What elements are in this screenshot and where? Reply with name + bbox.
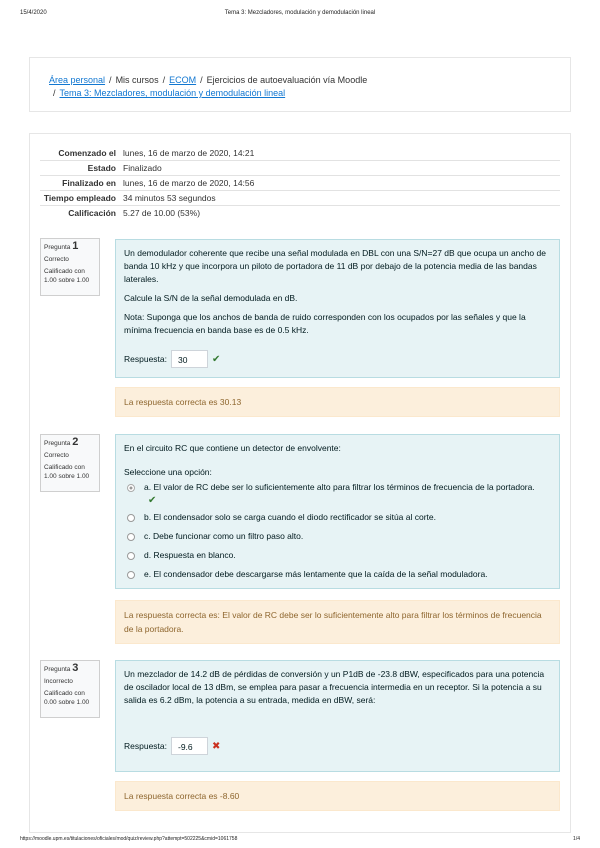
breadcrumb-quiz-link[interactable]: Tema 3: Mezcladores, modulación y demodulación lineal [59,88,286,98]
check-icon: ✔ [148,495,157,506]
breadcrumb-section: Ejercicios de autoevaluación vía Moodle [206,75,368,85]
answer-input[interactable]: -9.6 [171,737,208,755]
answer-label: Respuesta: [124,740,167,751]
radio-button[interactable] [127,552,135,560]
question-state: Incorrecto [44,678,73,685]
answer-option[interactable] [124,549,551,562]
question-state: Correcto [44,256,69,263]
question-grade: Calificado con 1.00 sobre 1.00 [44,464,90,480]
answer-input[interactable]: 30 [171,350,208,368]
question-text: Un demodulador coherente que recibe una señal modulada en DBL con una S/N=27 dB que ocupa un ancho de banda 10 kHz y que incorpora un piloto de portadora de 11 dB por debajo de la potencia media de las bandas laterales. [124,248,546,284]
summary-row [40,205,560,220]
answer-option[interactable] [124,568,551,581]
breadcrumb-separator: / [53,88,56,98]
question-1-info [40,238,100,296]
question-grade: Calificado con 0.00 sobre 1.00 [44,690,90,706]
radio-button[interactable] [127,571,135,579]
answer-option[interactable] [124,481,551,507]
check-icon: ✔ [212,353,221,365]
question-prefix: Pregunta [44,666,71,673]
option-text: b. El condensador solo se carga cuando el diodo rectificador se sitúa al corte. [144,512,437,522]
breadcrumb-course-link[interactable]: ECOM [169,75,197,85]
summary-value: 34 minutos 53 segundos [123,193,216,203]
question-2-content [115,434,560,589]
question-text: Calcule la S/N de la señal demodulada en dB. [124,293,298,303]
option-text: c. Debe funcionar como un filtro paso alto. [144,531,304,541]
breadcrumb-separator: / [162,75,166,85]
breadcrumb-mis-cursos: Mis cursos [115,75,159,85]
question-number: 2 [72,436,79,448]
print-url: https://moodle.upm.es/titulaciones/oficiales/mod/quiz/review.php?attempt=502225&cmid=1061758 [20,836,238,842]
print-title: Tema 3: Mezcladores, modulación y demodulación lineal [224,10,376,16]
answer-option[interactable] [124,530,551,543]
radio-selected[interactable] [127,484,135,492]
summary-label: Tiempo empleado [43,193,116,203]
breadcrumb-separator: / [200,75,203,85]
question-number: 3 [72,662,79,674]
correct-answer-text: La respuesta correcta es -8.60 [124,791,240,801]
question-prefix: Pregunta [44,244,71,251]
question-1-feedback [115,387,560,417]
question-number: 1 [72,240,79,252]
summary-row [40,160,560,175]
breadcrumb-separator: / [109,75,112,85]
option-text: e. El condensador debe descargarse más lentamente que la caída de la señal moduladora. [144,569,488,579]
summary-value: lunes, 16 de marzo de 2020, 14:21 [123,148,255,158]
radio-button[interactable] [127,533,135,541]
breadcrumb-area-personal-link[interactable]: Área personal [49,75,106,85]
question-3-info [40,660,100,718]
print-date: 15/4/2020 [20,10,47,16]
cross-icon: ✖ [212,740,221,752]
summary-value: Finalizado [123,163,162,173]
question-text: Un mezclador de 14.2 dB de pérdidas de conversión y un P1dB de -23.8 dBW, especificados para una potencia de oscilador local de 13 dBm, se emplea para pasar a frecuencia intermedia en un receptor. Si la potencia a su salida es 6.2 dBm, la potencia a su entrada, medida en dBW, será: [124,669,545,705]
attempt-summary-table [40,146,560,220]
question-2-feedback [115,600,560,644]
summary-row [40,190,560,205]
summary-label: Calificación [68,208,116,218]
select-label: Seleccione una opción: [124,467,212,477]
option-text: d. Respuesta en blanco. [144,550,236,560]
summary-value: lunes, 16 de marzo de 2020, 14:56 [123,178,255,188]
correct-answer-text: La respuesta correcta es: El valor de RC debe ser lo suficientemente alto para filtrar los términos de frecuencia de la portadora. [124,610,542,634]
option-text: a. El valor de RC debe ser lo suficientemente alto para filtrar los términos de frecuencia de la portadora. [144,482,535,492]
question-text: Nota: Suponga que los anchos de banda de ruido corresponden con los ocupados por las señales y que la mínima frecuencia en banda base es de 0.5 kHz. [124,312,526,335]
answer-label: Respuesta: [124,353,167,364]
summary-label: Finalizado en [62,178,116,188]
question-state: Correcto [44,452,69,459]
summary-row [40,146,560,160]
radio-button[interactable] [127,514,135,522]
question-3-content [115,660,560,772]
question-grade: Calificado con 1.00 sobre 1.00 [44,268,90,284]
summary-row [40,175,560,190]
question-text: En el circuito RC que contiene un detector de envolvente: [124,443,341,453]
question-3-feedback [115,781,560,811]
summary-label: Comenzado el [58,148,116,158]
question-2-info [40,434,100,492]
answer-option[interactable] [124,511,551,524]
summary-value: 5.27 de 10.00 (53%) [123,208,201,218]
question-1-content [115,239,560,378]
summary-label: Estado [87,163,116,173]
breadcrumb [29,57,571,112]
question-prefix: Pregunta [44,440,71,447]
print-page-number: 1/4 [573,836,580,842]
correct-answer-text: La respuesta correcta es 30.13 [124,397,242,407]
